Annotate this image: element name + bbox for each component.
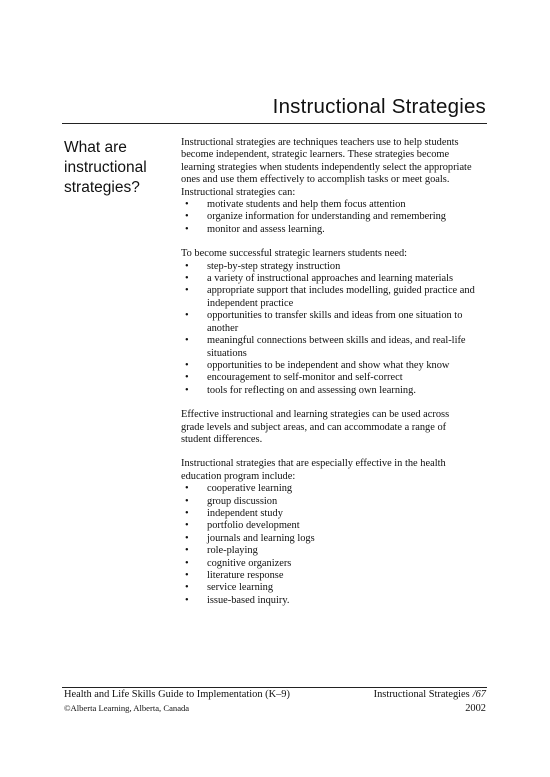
text-line: Instructional strategies are techniques teachers use to help students bbox=[181, 137, 459, 148]
list-item bbox=[181, 360, 491, 372]
page-title: Instructional Strategies bbox=[272, 95, 486, 118]
list-item-text: • issue-based inquiry. bbox=[207, 594, 290, 606]
body-column bbox=[181, 137, 491, 607]
list-item-text: • motivate students and help them focus attention bbox=[207, 199, 406, 211]
list-item-text: • a variety of instructional approaches and learning materials bbox=[207, 273, 454, 285]
list-item-text: • independent study bbox=[207, 507, 283, 519]
list-item bbox=[181, 595, 491, 607]
side-heading bbox=[64, 138, 174, 198]
list-item bbox=[181, 570, 491, 582]
list-item bbox=[181, 372, 491, 384]
strategy-purpose-list bbox=[181, 199, 491, 236]
header-rule bbox=[62, 123, 487, 124]
list-item bbox=[181, 520, 491, 532]
text-line: Instructional strategies can: bbox=[181, 186, 296, 198]
list-item bbox=[181, 224, 491, 236]
list-item-text: • meaningful connections between skills and ideas, and real-life bbox=[207, 335, 466, 347]
list-item-text: • cognitive organizers bbox=[207, 557, 292, 569]
list-item-text: • organize information for understanding and remembering bbox=[207, 211, 447, 223]
list-item-text: situations bbox=[207, 347, 247, 359]
list-item bbox=[181, 496, 491, 508]
list-item-text: • step-by-step strategy instruction bbox=[207, 260, 341, 272]
list-item-text: • monitor and assess learning. bbox=[207, 223, 325, 235]
list-item-text: • portfolio development bbox=[207, 520, 300, 532]
list-item bbox=[181, 385, 491, 397]
list-item bbox=[181, 261, 491, 273]
needs-lead bbox=[181, 248, 491, 260]
text-line: To become successful strategic learners students need: bbox=[181, 248, 408, 260]
list-item-text: • tools for reflecting on and assessing own learning. bbox=[207, 384, 416, 396]
list-item-text: • role-playing bbox=[207, 545, 258, 557]
list-item-text: • service learning bbox=[207, 582, 274, 594]
list-item bbox=[181, 310, 491, 335]
footer-guide-title: Health and Life Skills Guide to Implementation (K–9) bbox=[64, 689, 290, 700]
health-lead bbox=[181, 458, 491, 483]
list-item-text: • appropriate support that includes modelling, guided practice and bbox=[207, 285, 475, 297]
list-item bbox=[181, 285, 491, 310]
list-item bbox=[181, 483, 491, 495]
effective-paragraph bbox=[181, 409, 491, 446]
page-number: /67 bbox=[472, 689, 486, 700]
side-heading-line: instructional bbox=[64, 159, 147, 176]
footer-copyright: ©Alberta Learning, Alberta, Canada bbox=[64, 703, 190, 713]
text-line: ones and use them effectively to accomplish tasks or meet goals. bbox=[181, 174, 450, 186]
text-line: become independent, strategic learners. These strategies become bbox=[181, 149, 450, 161]
text-line: student differences. bbox=[181, 433, 263, 445]
list-item-text: • group discussion bbox=[207, 495, 278, 507]
footer-rule bbox=[62, 687, 487, 688]
list-item-text: another bbox=[207, 322, 239, 334]
text-line: Effective instructional and learning strategies can be used across bbox=[181, 409, 450, 421]
text-line: grade levels and subject areas, and can accommodate a range of bbox=[181, 421, 447, 433]
side-heading-line: strategies? bbox=[64, 179, 140, 196]
list-item-text: • journals and learning logs bbox=[207, 532, 315, 544]
intro-paragraph bbox=[181, 137, 491, 199]
list-item bbox=[181, 545, 491, 557]
list-item-text: • literature response bbox=[207, 570, 284, 581]
list-item bbox=[181, 211, 491, 223]
list-item-text: • encouragement to self-monitor and self-correct bbox=[207, 372, 403, 384]
health-strategies-list bbox=[181, 483, 491, 607]
learner-needs-list bbox=[181, 261, 491, 397]
list-item bbox=[181, 335, 491, 360]
text-line: Instructional strategies that are especially effective in the health bbox=[181, 458, 446, 470]
list-item-text: • cooperative learning bbox=[207, 483, 293, 495]
list-item-text: • opportunities to transfer skills and ideas from one situation to bbox=[207, 310, 463, 322]
text-line: education program include: bbox=[181, 470, 296, 482]
list-item bbox=[181, 558, 491, 570]
list-item bbox=[181, 533, 491, 545]
footer-year: 2002 bbox=[465, 703, 486, 714]
list-item bbox=[181, 582, 491, 594]
footer-section-name: Instructional Strategies bbox=[373, 689, 470, 700]
side-heading-line: What are bbox=[64, 139, 127, 156]
list-item bbox=[181, 199, 491, 211]
list-item bbox=[181, 508, 491, 520]
text-line: learning strategies when students independently select the appropriate bbox=[181, 161, 472, 173]
list-item-text: • opportunities to be independent and show what they know bbox=[207, 359, 450, 371]
list-item bbox=[181, 273, 491, 285]
footer-section bbox=[374, 689, 486, 700]
list-item-text: independent practice bbox=[207, 297, 294, 309]
